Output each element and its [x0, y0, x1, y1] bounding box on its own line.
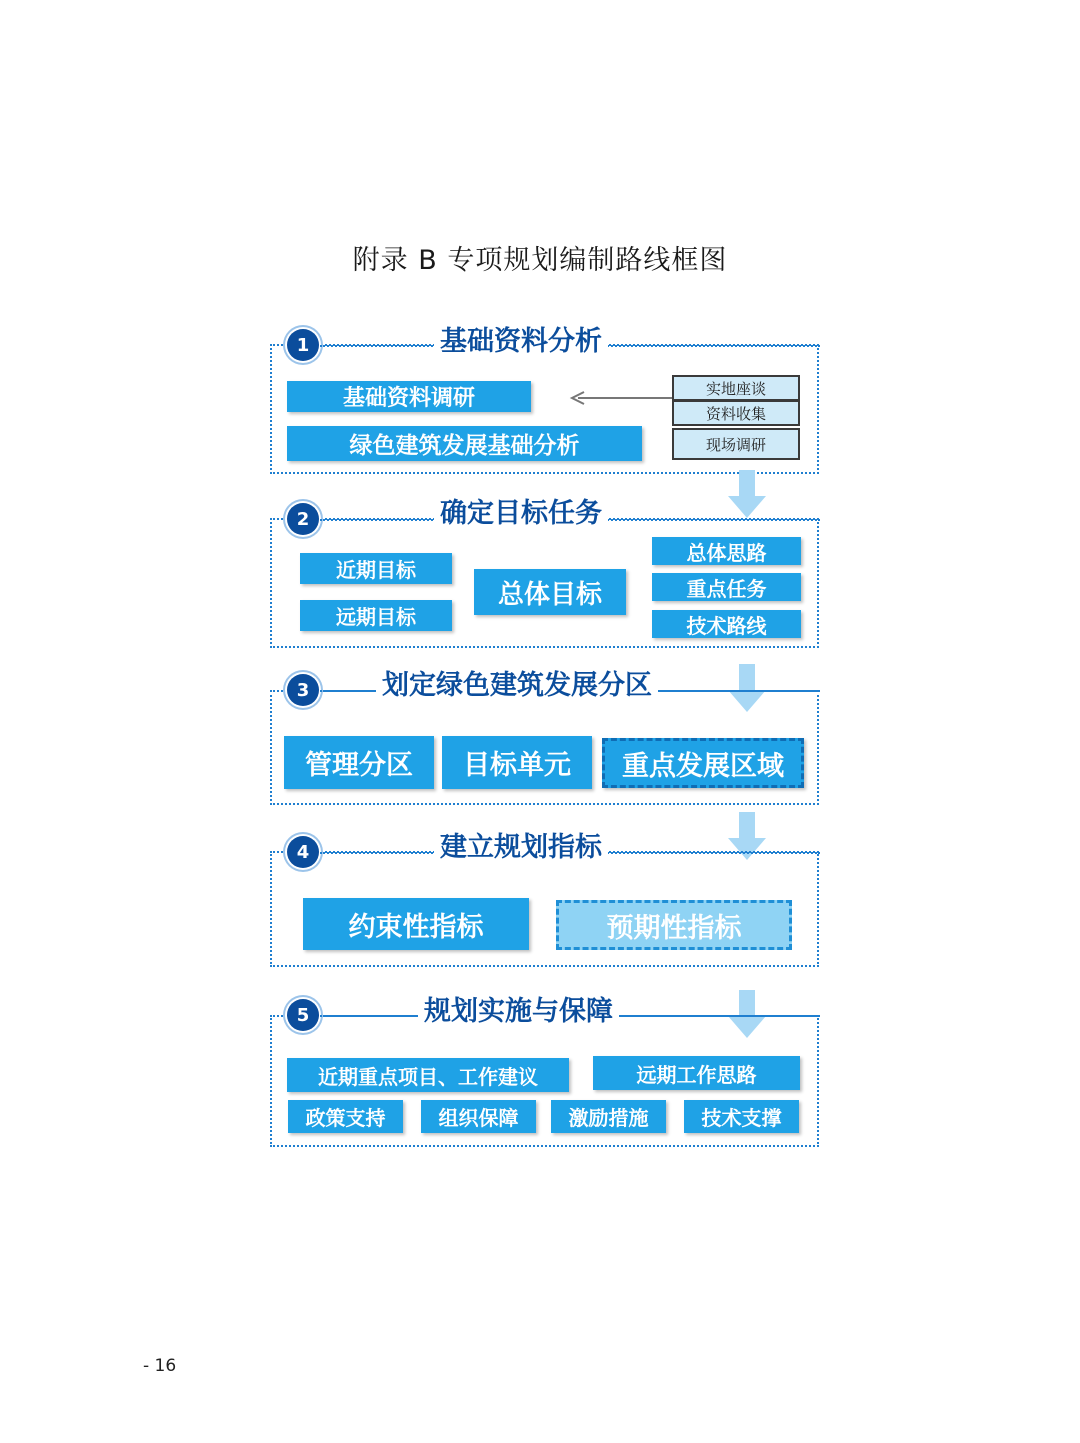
section-1-title: 基础资料分析: [434, 322, 608, 362]
side-site-survey: 现场调研: [672, 428, 800, 460]
box-management-zone: 管理分区: [284, 736, 434, 789]
box-policy-support: 政策支持: [288, 1100, 403, 1133]
box-key-tasks: 重点任务: [652, 573, 801, 601]
box-target-unit: 目标单元: [442, 736, 592, 789]
section-4-number: 4: [287, 836, 319, 868]
box-technical-route: 技术路线: [652, 610, 801, 638]
box-overall-approach: 总体思路: [652, 537, 801, 565]
box-incentive-measures: 激励措施: [551, 1100, 666, 1133]
down-arrow-icon-1: [728, 470, 766, 518]
section-4-title: 建立规划指标: [434, 828, 608, 868]
page-number: - 16: [143, 1356, 177, 1376]
left-arrow-icon: [568, 390, 672, 406]
box-organizational-support: 组织保障: [421, 1100, 536, 1133]
side-onsite-meeting: 实地座谈: [672, 375, 800, 401]
section-5-number: 5: [287, 999, 319, 1031]
box-basic-research: 基础资料调研: [287, 381, 531, 412]
box-technical-support: 技术支撑: [684, 1100, 799, 1133]
side-data-collection: 资料收集: [672, 400, 800, 426]
box-expected-indicators: 预期性指标: [556, 900, 792, 950]
box-key-development-area: 重点发展区域: [602, 738, 804, 788]
section-1-number: 1: [287, 329, 319, 361]
box-overall-goal: 总体目标: [474, 569, 626, 615]
box-binding-indicators: 约束性指标: [303, 898, 529, 950]
page-title: 附录 B 专项规划编制路线框图: [352, 245, 728, 276]
section-2-title: 确定目标任务: [434, 494, 608, 534]
box-near-term-projects: 近期重点项目、工作建议: [287, 1058, 569, 1092]
section-5-title: 规划实施与保障: [418, 992, 619, 1032]
box-near-term-goal: 近期目标: [300, 553, 452, 584]
box-long-term-goal: 远期目标: [300, 600, 452, 631]
section-3-title: 划定绿色建筑发展分区: [376, 666, 658, 706]
section-3-number: 3: [287, 674, 319, 706]
box-green-building-analysis: 绿色建筑发展基础分析: [287, 426, 642, 461]
section-2-number: 2: [287, 503, 319, 535]
box-long-term-approach: 远期工作思路: [593, 1056, 800, 1090]
